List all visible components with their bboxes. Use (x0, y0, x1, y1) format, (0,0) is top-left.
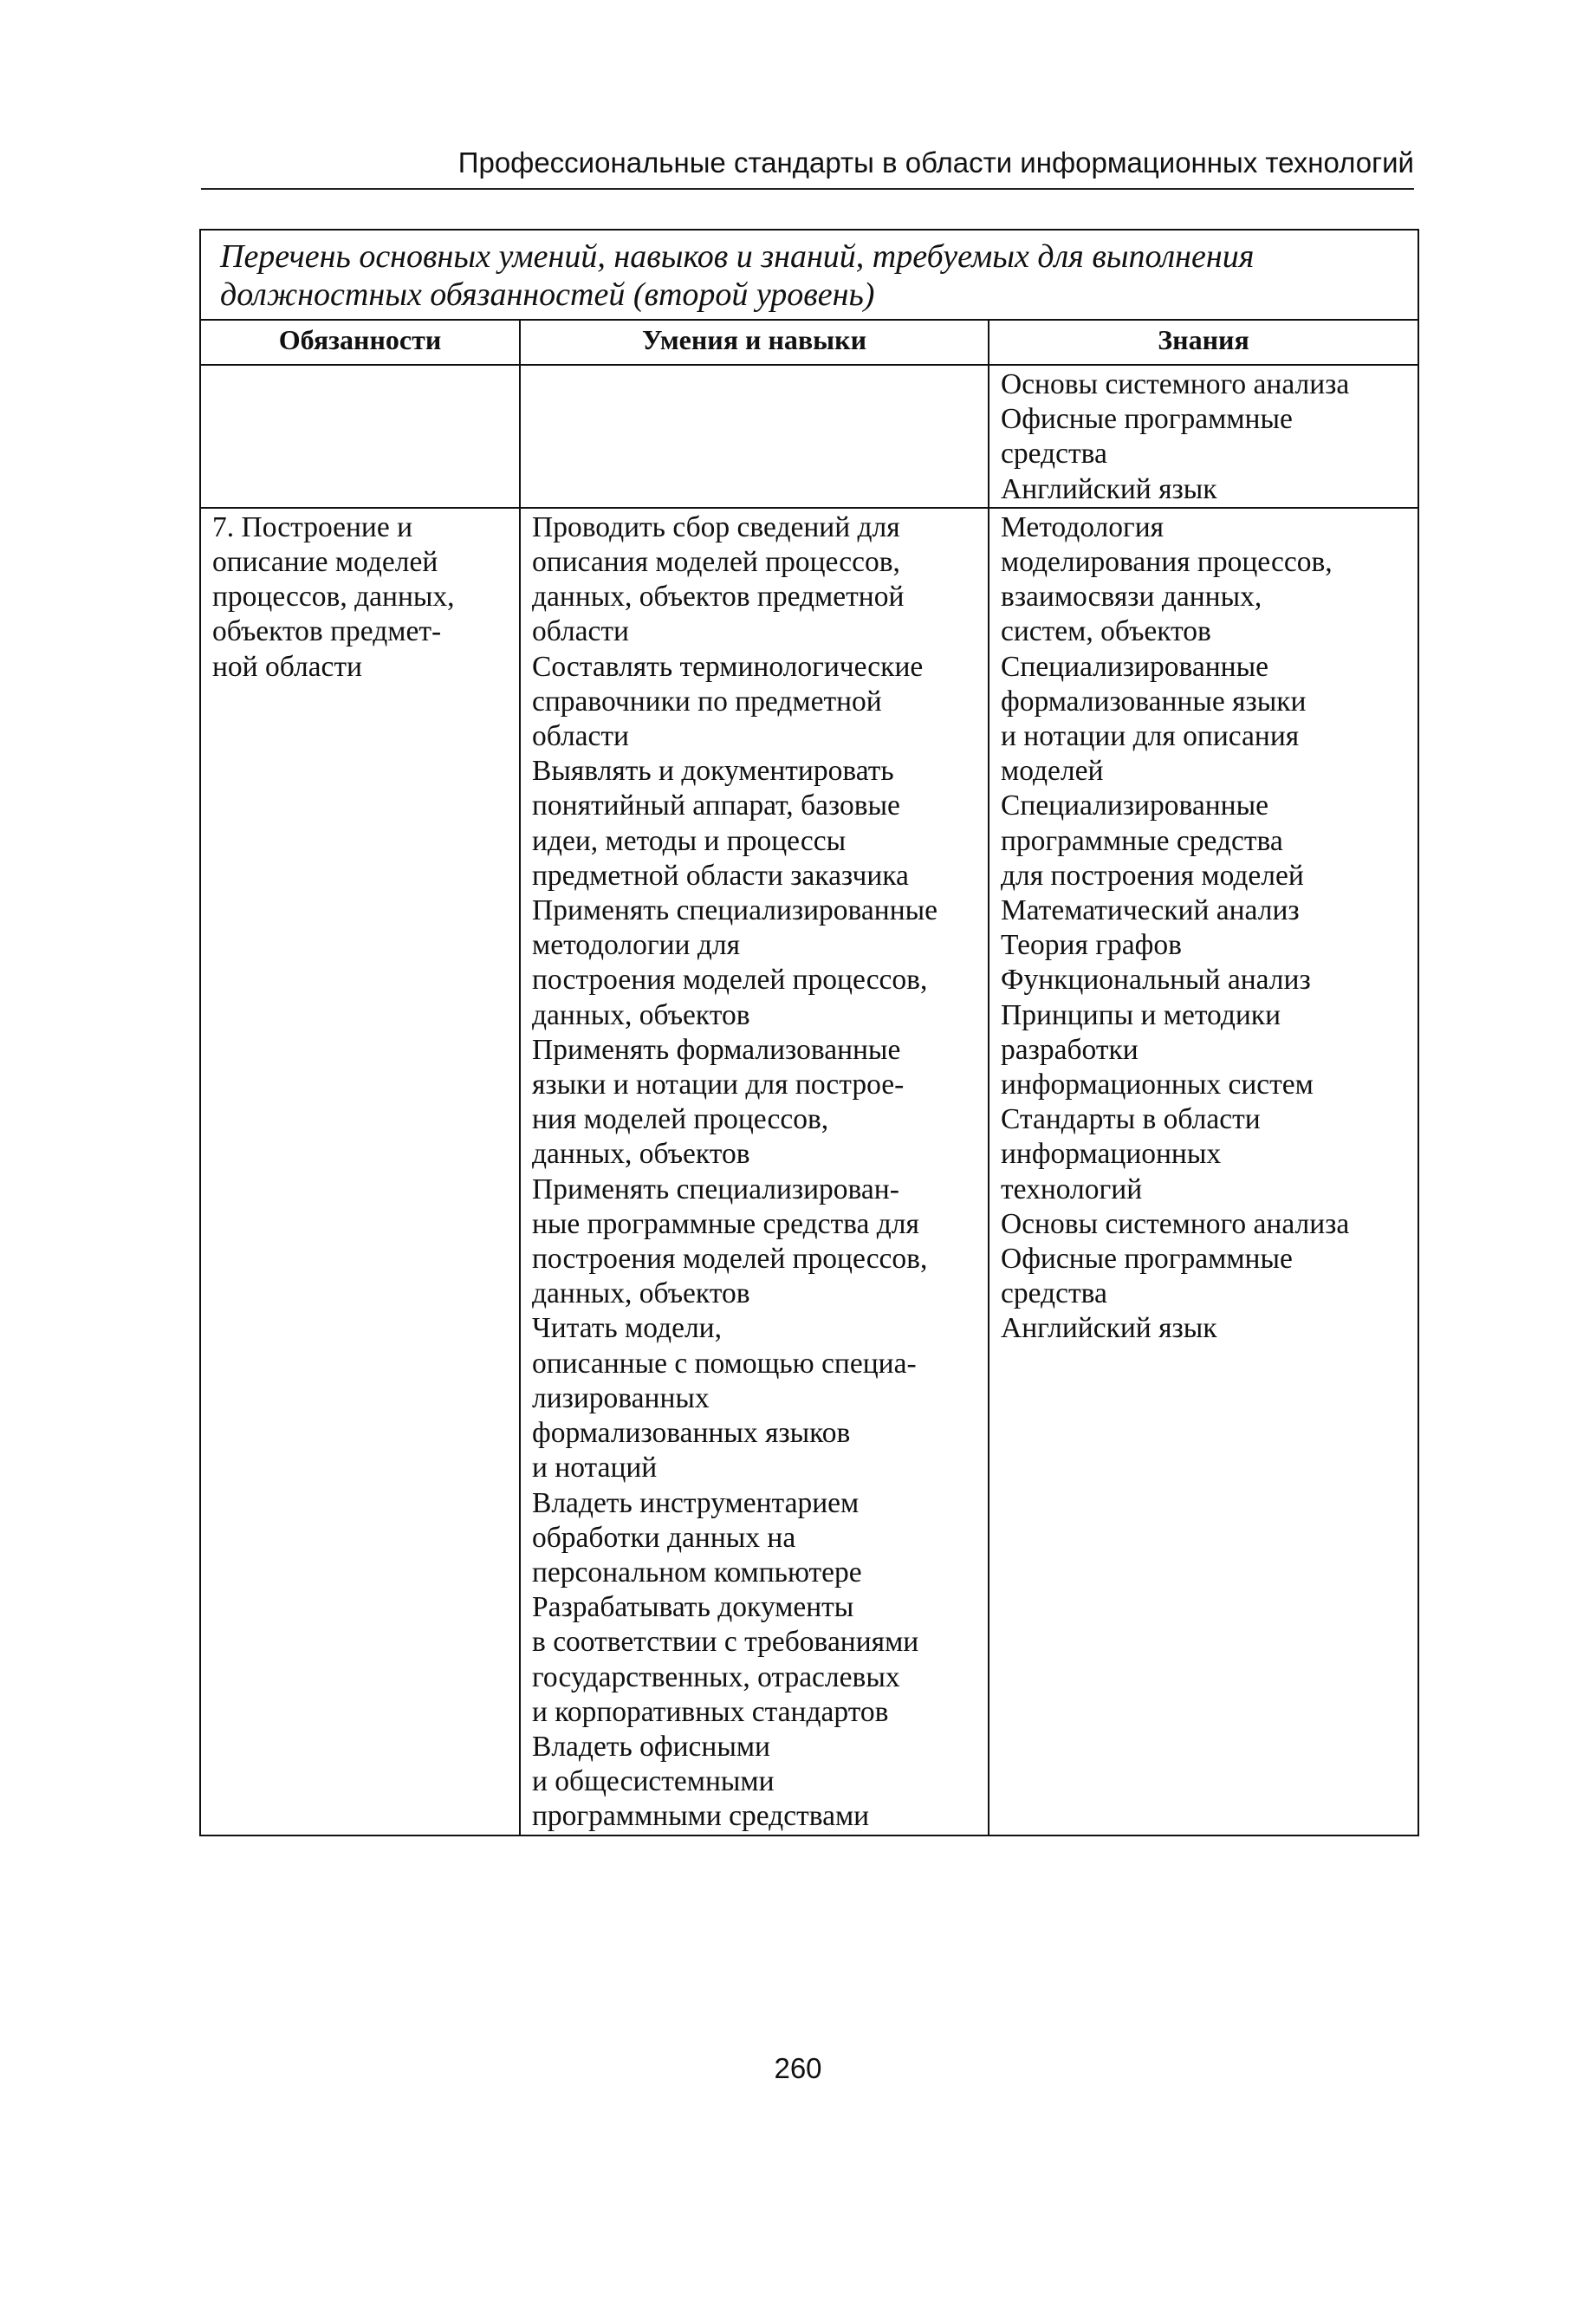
column-header-knowledge: Знания (989, 320, 1418, 365)
cell-line: Математический анализ (1001, 894, 1300, 927)
cell-line: построения моделей процессов, (532, 1243, 928, 1276)
skills-cell (520, 508, 989, 1835)
cell-line: Читать модели, (532, 1312, 722, 1345)
cell-line: ния моделей процессов, (532, 1103, 829, 1136)
header-rule (201, 188, 1414, 190)
cell-line: данных, объектов предметной (532, 581, 905, 614)
cell-line: области (532, 615, 629, 648)
cell-line: описание моделей (212, 546, 438, 579)
cell-line: Офисные программные (1001, 403, 1293, 436)
cell-line: Теория графов (1001, 929, 1182, 962)
cell-line: методологии для (532, 929, 741, 962)
knowledge-cell (989, 508, 1418, 1835)
cell-line: Офисные программные (1001, 1243, 1293, 1276)
cell-line: построения моделей процессов, (532, 964, 928, 997)
table-row (200, 508, 1418, 1835)
cell-line: объектов предмет- (212, 615, 442, 648)
cell-line: данных, объектов (532, 998, 750, 1031)
cell-line: Специализированные (1001, 789, 1268, 822)
skills-cell (520, 365, 989, 508)
duties-cell (200, 365, 520, 508)
cell-line: разработки (1001, 1033, 1139, 1066)
cell-line: Методология (1001, 510, 1165, 543)
cell-line: области (532, 720, 629, 753)
column-header-skills: Умения и навыки (520, 320, 989, 365)
cell-line: средства (1001, 438, 1107, 471)
cell-line: и нотации для описания (1001, 720, 1300, 753)
cell-line: понятийный аппарат, базовые (532, 789, 900, 822)
cell-line: Владеть инструментарием (532, 1486, 860, 1519)
cell-line: Составлять терминологические (532, 650, 924, 683)
knowledge-cell (989, 365, 1418, 508)
column-header-row (200, 320, 1418, 365)
table-caption (200, 230, 1418, 320)
cell-line: 7. Построение и (212, 510, 412, 543)
cell-line: Английский язык (1001, 472, 1217, 505)
cell-line: информационных (1001, 1138, 1222, 1171)
cell-line: персональном компьютере (532, 1556, 862, 1589)
cell-line: лизированных (532, 1381, 710, 1414)
caption-line: Перечень основных умений, навыков и знаний, требуемых для выполнения (220, 238, 1255, 275)
running-head: Профессиональные стандарты в области информационных технологий (457, 146, 1414, 179)
cell-line: Применять специализирован- (532, 1173, 899, 1205)
cell-line: предметной области заказчика (532, 859, 909, 892)
cell-line: Специализированные (1001, 650, 1268, 683)
caption-line: должностных обязанностей (второй уровень) (220, 276, 875, 313)
cell-line: взаимосвязи данных, (1001, 581, 1262, 614)
cell-line: Применять формализованные (532, 1033, 901, 1066)
caption-row (200, 230, 1418, 320)
cell-line: ные программные средства для (532, 1207, 919, 1240)
page-number: 260 (774, 2052, 822, 2084)
cell-line: средства (1001, 1277, 1107, 1310)
cell-line: моделирования процессов, (1001, 546, 1333, 579)
cell-line: процессов, данных, (212, 581, 455, 614)
cell-line: программные средства (1001, 824, 1283, 857)
cell-line: формализованных языков (532, 1417, 851, 1450)
cell-line: и общесистемными (532, 1765, 775, 1798)
cell-line: языки и нотации для построе- (532, 1069, 905, 1101)
cell-line: Основы системного анализа (1001, 368, 1350, 400)
cell-line: описанные с помощью специа- (532, 1347, 917, 1380)
cell-line: ной области (212, 650, 362, 683)
cell-line: и корпоративных стандартов (532, 1695, 889, 1728)
column-header-duties: Обязанности (200, 320, 520, 365)
cell-line: Владеть офисными (532, 1730, 770, 1763)
cell-line: обработки данных на (532, 1521, 796, 1554)
cell-line: формализованные языки (1001, 685, 1307, 718)
cell-line: Разрабатывать документы (532, 1591, 854, 1624)
cell-line: государственных, отраслевых (532, 1660, 900, 1693)
cell-line: систем, объектов (1001, 615, 1211, 648)
cell-line: Применять специализированные (532, 894, 938, 927)
cell-line: справочники по предметной (532, 685, 882, 718)
competency-table (199, 229, 1419, 1836)
duties-cell (200, 508, 520, 1835)
cell-line: информационных систем (1001, 1069, 1314, 1101)
cell-line: технологий (1001, 1173, 1143, 1205)
cell-line: моделей (1001, 755, 1104, 788)
cell-line: Английский язык (1001, 1312, 1217, 1345)
cell-line: Принципы и методики (1001, 998, 1281, 1031)
cell-line: Выявлять и документировать (532, 755, 894, 788)
cell-line: описания моделей процессов, (532, 546, 900, 579)
cell-line: идеи, методы и процессы (532, 824, 847, 857)
cell-line: данных, объектов (532, 1138, 750, 1171)
cell-line: в соответствии с требованиями (532, 1626, 919, 1659)
cell-line: Основы системного анализа (1001, 1207, 1350, 1240)
cell-line: Функциональный анализ (1001, 964, 1311, 997)
cell-line: Стандарты в области (1001, 1103, 1261, 1136)
cell-line: Проводить сбор сведений для (532, 510, 900, 543)
cell-line: и нотаций (532, 1452, 658, 1485)
cell-line: программными средствами (532, 1800, 870, 1833)
cell-line: данных, объектов (532, 1277, 750, 1310)
cell-line: для построения моделей (1001, 859, 1304, 892)
table-row (200, 365, 1418, 508)
